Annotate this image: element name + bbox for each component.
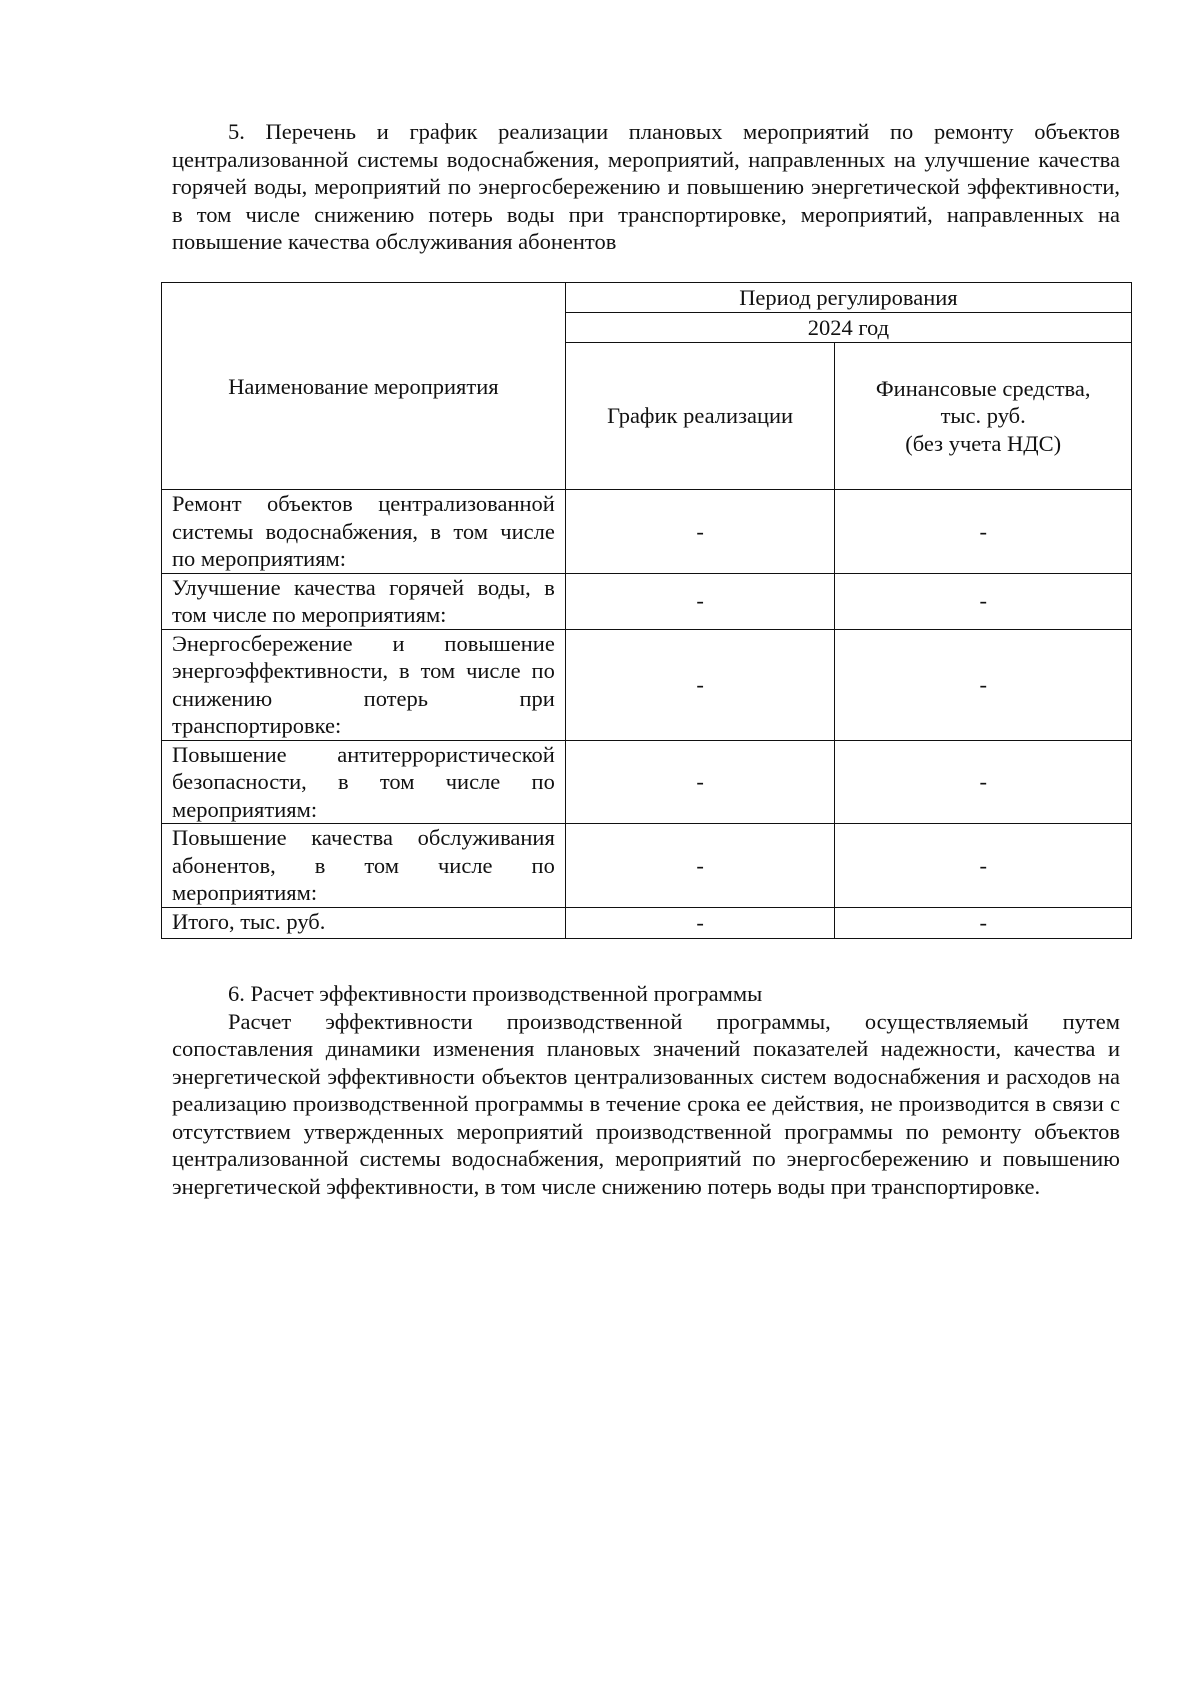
row-schedule: - — [565, 824, 835, 908]
header-schedule-label: График реализации — [607, 403, 794, 429]
header-name-cell — [162, 283, 566, 490]
header-finance-line2: тыс. руб. — [940, 403, 1026, 429]
header-name: Наименование мероприятия — [228, 374, 499, 399]
row-schedule: - — [565, 629, 835, 740]
table-row — [162, 490, 1132, 574]
row-finance: - — [835, 573, 1132, 629]
row-finance: - — [835, 907, 1132, 938]
table-row — [162, 629, 1132, 740]
row-name: Итого, тыс. руб. — [162, 907, 566, 938]
section-5-heading: 5. Перечень и график реализации плановых мероприятий по ремонту объектов централизованной системы водоснабжения, мероприятий, направленных на улучшение качества горячей воды, мероприятий по энергосбережению и повышению энергетической эффективности, в том числе снижению потерь воды при транспортировке, мероприятий, направленных на повышение качества обслуживания абонентов — [172, 119, 1120, 254]
row-name: Ремонт объектов централизованной системы водоснабжения, в том числе по мероприятиям: — [162, 490, 566, 574]
row-name: Улучшение качества горячей воды, в том числе по мероприятиям: — [162, 573, 566, 629]
row-schedule: - — [565, 740, 835, 824]
table-row-total — [162, 907, 1132, 938]
row-schedule: - — [565, 490, 835, 574]
table-row — [162, 824, 1132, 908]
row-schedule: - — [565, 573, 835, 629]
header-finance-line3: (без учета НДС) — [905, 430, 1062, 456]
row-finance: - — [835, 824, 1132, 908]
row-schedule: - — [565, 907, 835, 938]
header-period: Период регулирования — [565, 283, 1131, 313]
plan-table — [161, 282, 1132, 939]
header-finance — [835, 343, 1132, 490]
header-finance-line1: Финансовые средства, — [875, 375, 1091, 401]
section-6-body: Расчет эффективности производственной программы, осуществляемый путем сопоставления динамики изменения плановых значений показателей надежности, качества и энергетической эффективности объектов централизованных систем водоснабжения и расходов на реализацию производственной программы в течение срока ее действия, не производится в связи с отсутствием утвержденных мероприятий производственной программы по ремонту объектов централизованной системы водоснабжения, мероприятий по энергосбережению и повышению энергетической эффективности, в том числе снижению потерь воды при транспортировке. — [172, 1008, 1120, 1199]
section-6-heading: 6. Расчет эффективности производственной программы — [228, 981, 763, 1006]
row-finance: - — [835, 740, 1132, 824]
row-finance: - — [835, 629, 1132, 740]
row-name: Энергосбережение и повышение энергоэффективности, в том числе по снижению потерь при транспортировке: — [162, 629, 566, 740]
section-5 — [172, 118, 1120, 256]
row-name: Повышение антитеррористической безопасности, в том числе по мероприятиям: — [162, 740, 566, 824]
table-row — [162, 573, 1132, 629]
section-6 — [172, 980, 1120, 1200]
row-name: Повышение качества обслуживания абонентов, в том числе по мероприятиям: — [162, 824, 566, 908]
header-year: 2024 год — [565, 313, 1131, 343]
row-finance: - — [835, 490, 1132, 574]
table-row — [162, 740, 1132, 824]
header-schedule — [565, 343, 835, 490]
